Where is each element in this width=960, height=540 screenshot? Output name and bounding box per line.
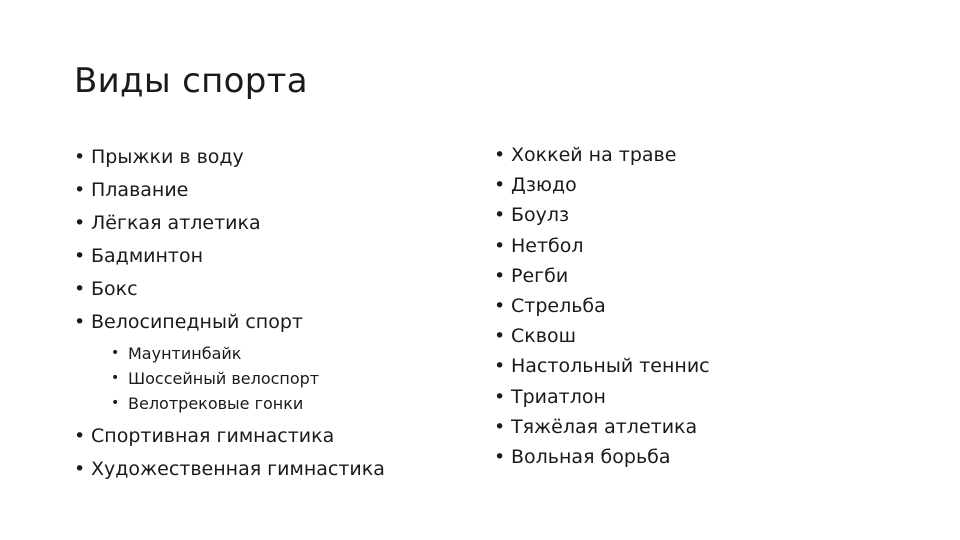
list-item: [494, 291, 914, 321]
bullet-list: [74, 141, 474, 339]
bullet-icon: •: [494, 234, 506, 257]
list-item: [494, 231, 914, 261]
list-item-text: Тяжёлая атлетика: [511, 415, 698, 438]
bullet-icon: •: [111, 345, 120, 361]
sub-list-item: [111, 391, 474, 416]
bullet-icon: •: [74, 245, 86, 267]
bullet-icon: •: [74, 311, 86, 333]
list-item-text: Художественная гимнастика: [91, 458, 385, 480]
list-item-text: Боулз: [511, 204, 570, 227]
bullet-icon: •: [494, 385, 506, 408]
list-item-text: Бадминтон: [91, 245, 204, 267]
bullet-icon: •: [74, 278, 86, 300]
bullet-icon: •: [74, 212, 86, 234]
bullet-icon: •: [74, 146, 86, 168]
bullet-icon: •: [74, 425, 86, 447]
bullet-icon: •: [494, 415, 506, 438]
list-item-text: Спортивная гимнастика: [91, 425, 335, 447]
list-item: [74, 141, 474, 174]
bullet-icon: •: [494, 204, 506, 227]
list-item-text: Настольный теннис: [511, 355, 710, 378]
bullet-icon: •: [494, 445, 506, 468]
list-item: [74, 453, 474, 486]
bullet-icon: •: [74, 179, 86, 201]
list-item: [494, 140, 914, 170]
list-item: [74, 240, 474, 273]
list-item-text: Триатлон: [511, 385, 606, 408]
bullet-icon: •: [111, 370, 120, 386]
slide-title: Виды спорта: [74, 61, 308, 101]
bullet-list: [494, 140, 914, 472]
bullet-icon: •: [494, 294, 506, 317]
sub-list-item-text: Шоссейный велоспорт: [128, 369, 320, 388]
sub-list-item-text: Велотрековые гонки: [128, 394, 304, 413]
list-item-text: Сквош: [511, 325, 576, 348]
list-item-text: Стрельба: [511, 294, 606, 317]
list-item: [494, 382, 914, 412]
bullet-icon: •: [74, 458, 86, 480]
list-item: [74, 207, 474, 240]
list-item-text: Нетбол: [511, 234, 584, 257]
list-item-text: Хоккей на траве: [511, 144, 677, 166]
bullet-icon: •: [494, 264, 506, 287]
list-item: [74, 174, 474, 207]
sub-list-item-text: Маунтинбайк: [128, 344, 242, 363]
list-item-text: Лёгкая атлетика: [91, 212, 261, 234]
sub-list-item: [111, 366, 474, 391]
bullet-icon: •: [494, 355, 506, 378]
bullet-icon: •: [494, 144, 506, 166]
list-item: [494, 351, 914, 381]
list-item-text: Регби: [511, 264, 569, 287]
list-item: [74, 273, 474, 306]
bullet-icon: •: [494, 174, 506, 197]
list-item-text: Бокс: [91, 278, 138, 300]
list-item-text: Прыжки в воду: [91, 146, 244, 168]
left-column: [74, 141, 474, 486]
list-item: [494, 412, 914, 442]
list-item: [494, 170, 914, 200]
list-item-text: Дзюдо: [511, 174, 577, 197]
right-column: [494, 140, 914, 472]
bullet-list-continued: [74, 420, 474, 486]
list-item-text: Велосипедный спорт: [91, 311, 303, 333]
list-item-text: Вольная борьба: [511, 445, 671, 468]
list-item: [494, 200, 914, 230]
list-item: [74, 420, 474, 453]
list-item: [494, 261, 914, 291]
bullet-icon: •: [494, 325, 506, 348]
list-item: [494, 442, 914, 472]
bullet-icon: •: [111, 395, 120, 411]
list-item-text: Плавание: [91, 179, 189, 201]
sub-list-item: [111, 341, 474, 366]
list-item: [74, 306, 474, 339]
list-item: [494, 321, 914, 351]
sub-bullet-list: [111, 341, 474, 416]
